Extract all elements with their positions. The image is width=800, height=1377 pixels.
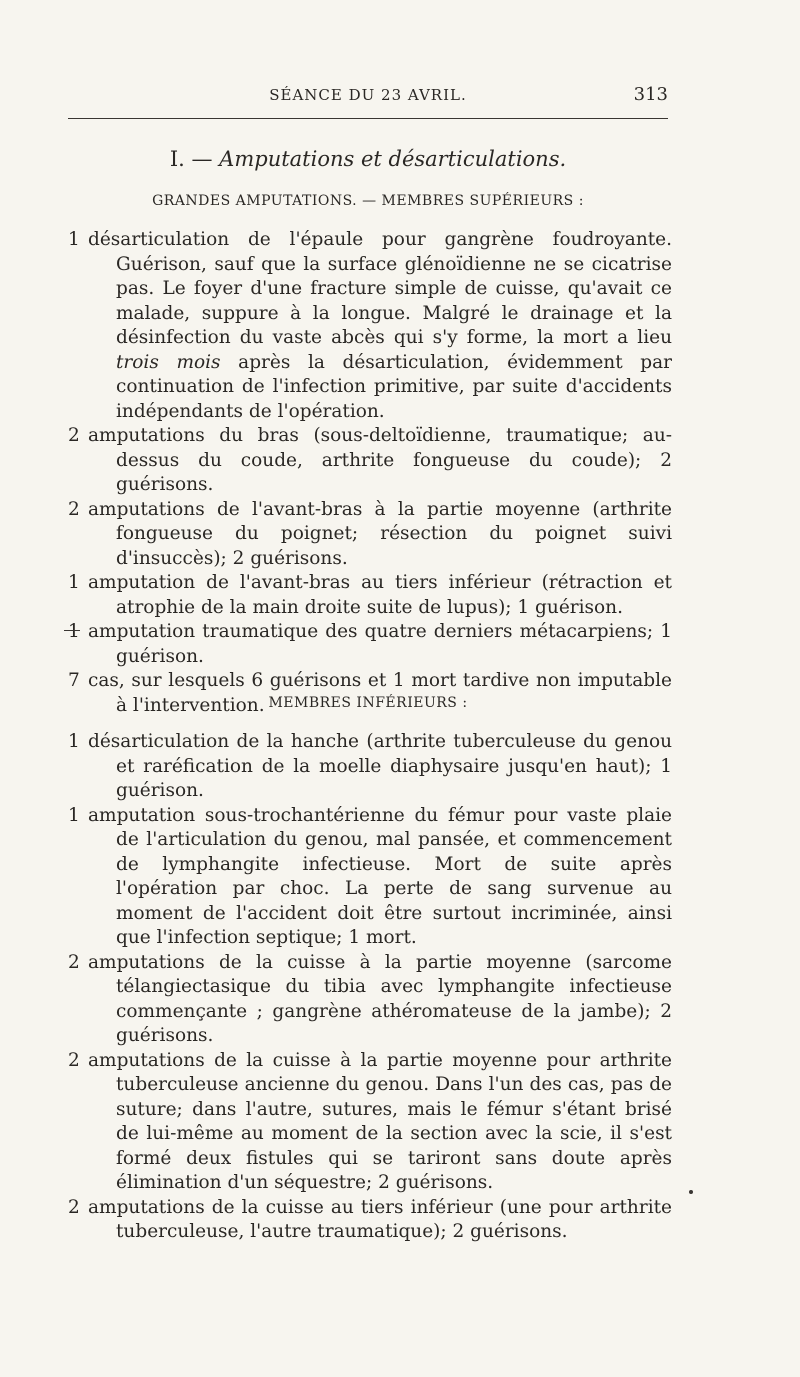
section-title	[68, 147, 668, 171]
item-count: 1	[68, 621, 80, 642]
item-count: 2	[68, 951, 80, 973]
item-count: 7	[68, 670, 80, 691]
item-italic: trois mois	[116, 351, 221, 373]
item-count: 1	[68, 572, 80, 593]
list-item	[68, 620, 672, 669]
item-text: désarticulation de l'épaule pour gangrène foudroyante. Guérison, sauf que la surface glénoïdienne ne se cicatrise pas. Le foyer d'une fracture simple de cuisse, qu'avait ce malade, suppure à la longue. Malgré le drainage et la désinfection du vaste abcès qui s'y forme, la mort a lieu	[88, 229, 672, 348]
item-count: 1	[68, 731, 80, 752]
item-text: amputations du bras (sous-deltoïdienne, traumatique; au-dessus du coude, arthrite fongueuse du coude); 2 guérisons.	[88, 425, 672, 495]
lower-limb-list	[68, 730, 672, 1245]
list-item	[68, 1196, 672, 1245]
section-numeral: I. —	[169, 147, 213, 171]
list-item	[68, 571, 672, 620]
item-text: amputations de l'avant-bras à la partie moyenne (arthrite fongueuse du poignet; résection du poignet suivi d'insuccès); 2 guérisons.	[88, 498, 672, 569]
item-text-after: après la désarticulation, évidemment par continuation de l'infection primitive, par suite d'accidents indépendants de l'opération.	[116, 351, 672, 422]
item-text: désarticulation de la hanche (arthrite tuberculeuse du genou et raréfication de la moelle diaphysaire jusqu'en haut); 1 guérison.	[88, 731, 672, 801]
list-item	[68, 804, 672, 951]
list-item	[68, 424, 672, 498]
item-count: 1	[68, 229, 80, 250]
list-item	[68, 951, 672, 1049]
item-text: amputations de la cuisse à la partie moyenne pour arthrite tuberculeuse ancienne du genou. Dans l'un des cas, pas de suture; dans l'autre, sutures, mais le fémur s'étant brisé de lui-même au moment de la section avec la scie, il s'est formé deux fistules qui se tariront sans doute après élimination d'un séquestre; 2 guérisons.	[88, 1049, 672, 1193]
item-count: 2	[68, 1196, 80, 1218]
item-text: amputation de l'avant-bras au tiers inférieur (rétraction et atrophie de la main droite suite de lupus); 1 guérison.	[88, 572, 672, 618]
sum-rule	[64, 630, 80, 631]
running-head	[68, 80, 668, 106]
page-number: 313	[633, 84, 668, 105]
subheading-lower-limbs: MEMBRES INFÉRIEURS :	[268, 695, 468, 711]
upper-limb-list	[68, 228, 672, 718]
list-item	[68, 498, 672, 572]
item-text: amputations de la cuisse au tiers inférieur (une pour arthrite tuberculeuse, l'autre traumatique); 2 guérisons.	[88, 1196, 672, 1242]
item-text: amputations de la cuisse à la partie moyenne (sarcome télangiectasique du tibia avec lymphangite infectieuse commençante ; gangrène athéromateuse de la jambe); 2 guérisons.	[88, 951, 672, 1046]
running-title: SÉANCE DU 23 AVRIL.	[269, 86, 467, 104]
ink-speck	[689, 1190, 693, 1194]
list-item	[68, 730, 672, 804]
item-text: amputation sous-trochantérienne du fémur pour vaste plaie de l'articulation du genou, mal pansée, et commencement de lymphangite infectieuse. Mort de suite après l'opération par choc. La perte de sang survenue au moment de l'accident doit être surtout incriminée, ainsi que l'infection septique; 1 mort.	[88, 804, 672, 948]
item-count: 2	[68, 1049, 80, 1071]
subheading-upper-limbs: GRANDES AMPUTATIONS. — MEMBRES SUPÉRIEURS :	[152, 193, 584, 209]
item-count: 2	[68, 425, 80, 446]
item-count: 1	[68, 804, 80, 826]
item-text: cas, sur lesquels 6 guérisons et 1 mort tardive non imputable à l'intervention.	[88, 670, 672, 716]
list-item	[68, 1049, 672, 1196]
section-title-text: Amputations et désarticulations.	[219, 147, 567, 171]
list-item	[68, 228, 672, 424]
item-count: 2	[68, 498, 80, 520]
item-text: amputation traumatique des quatre derniers métacarpiens; 1 guérison.	[88, 621, 672, 667]
header-rule	[68, 118, 668, 119]
